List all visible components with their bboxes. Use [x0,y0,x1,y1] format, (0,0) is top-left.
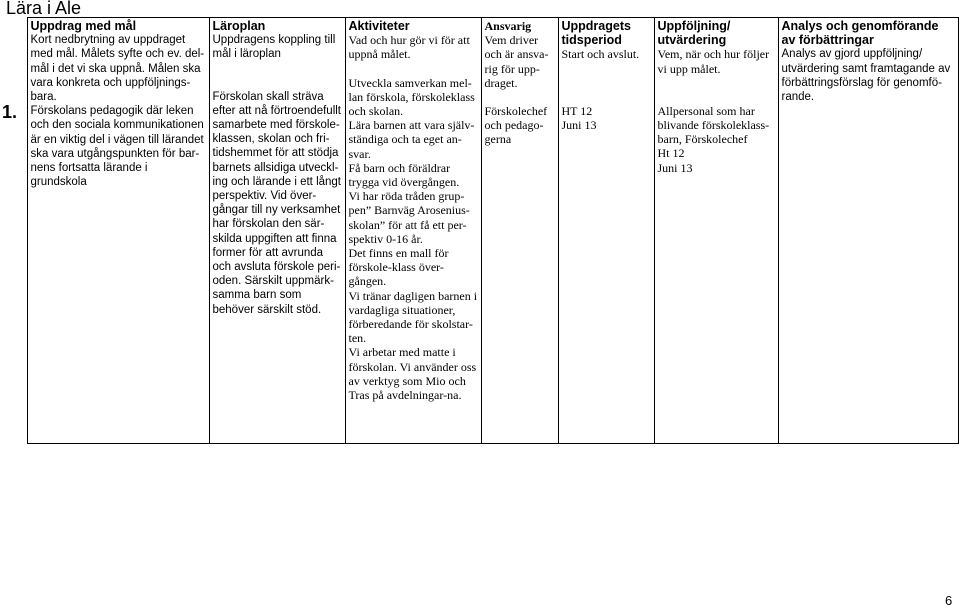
uppfoljning-line: Ht 12 [657,146,685,161]
column-analys [778,18,958,444]
column-header-uppfoljning: Uppföljning/ utvärdering [657,19,731,48]
column-aktiviteter [345,18,481,444]
uppfoljning-line: Juni 13 [657,160,693,175]
column-content-ansvarig: Förskolechef och pedago-gerna [484,104,548,147]
tidsperiod-line: HT 12 [561,103,593,118]
column-laroplan [209,18,345,444]
column-subheader-analys: Analys av gjord uppföljning/ utvärdering samt framtagande av förbättringsförslag för genomfö-rande. [781,48,951,104]
column-subheader-aktiviteter: Vad och hur gör vi för att uppnå målet. [348,33,470,62]
activity-line: Få barn och föräldrar trygga vid övergången. [348,160,460,190]
column-subheader-laroplan: Uppdragens koppling till mål i läroplan [212,34,336,61]
column-uppdrag [27,18,209,444]
column-header-tidsperiod: Uppdragets tidsperiod [561,19,631,48]
column-header-analys: Analys och genomförande av förbättringar [781,19,939,48]
activity-line: Vi arbetar med matte i förskolan. Vi använder oss av verktyg som Mio och Tras på avdelningar-na. [348,345,477,403]
column-uppfoljning [654,18,778,444]
activity-line: Det finns en mall för förskole-klass över-gången. [348,246,449,289]
column-header-laroplan: Läroplan [212,19,266,33]
row-number: 1. [2,101,18,122]
column-subheader-tidsperiod: Start och avslut. [561,47,640,62]
activity-line: Utveckla samverkan mel-lan förskola, förskoleklass och skolan. [348,75,475,119]
row-number-cell [0,18,27,444]
page-number: 6 [945,593,953,608]
column-subheader-ansvarig: Vem driver och är ansva-rig för upp-draget. [484,33,549,90]
activity-line: Vi tränar dagligen barnen i vardagliga situationer, förberedande för skolstar-ten. [348,288,478,346]
uppfoljning-line: Allpersonal som har blivande förskoleklass-barn, Förskolechef [657,103,770,147]
column-header-uppdrag: Uppdrag med mål [30,19,137,33]
column-subheader-uppfoljning: Vem, när och hur följer vi upp målet. [657,47,770,76]
column-tidsperiod [558,18,654,444]
column-content-laroplan: Förskolan skall sträva efter att nå förtroendefullt samarbete med förskole-klassen, skolan och fri-tidshemmet för att stödja barnets allsidiga utveckl-ing och lärande i ett långt perspektiv. Vid över-gångar till ny verksamhet har förskolan den sär-skilda uppgiften att finna former för att avrunda och avsluta förskole peri-oden. Särskilt uppmärk-samma barn som behöver särskilt stöd. [212,90,342,316]
column-header-ansvarig: Ansvarig [484,19,532,33]
column-ansvarig [481,18,558,444]
activity-line: Vi har röda tråden grup-pen” Barnväg Arosenius-skolan” för att få ett per-spektiv 0-16 år. [348,189,470,246]
page-title: Lära i Ale [6,0,82,18]
tidsperiod-line: Juni 13 [561,117,597,132]
action-plan-table [0,17,959,444]
column-subheader-uppdrag: Kort nedbrytning av uppdraget med mål. Målets syfte och ev. del-mål i det vi ska uppnå. Målen ska vara konkreta och uppföljnings-bara. [30,34,205,104]
column-header-aktiviteter: Aktiviteter [348,19,410,33]
activity-line: Lära barnen att vara själv-ständiga och ta eget an-svar. [348,118,475,161]
column-content-uppdrag: Förskolans pedagogik där leken och den sociala kommunikationen är en viktig del i vägen till lärandet ska vara utgångspunkten för bar-nens fortsatta lärande i grundskola [30,105,204,189]
